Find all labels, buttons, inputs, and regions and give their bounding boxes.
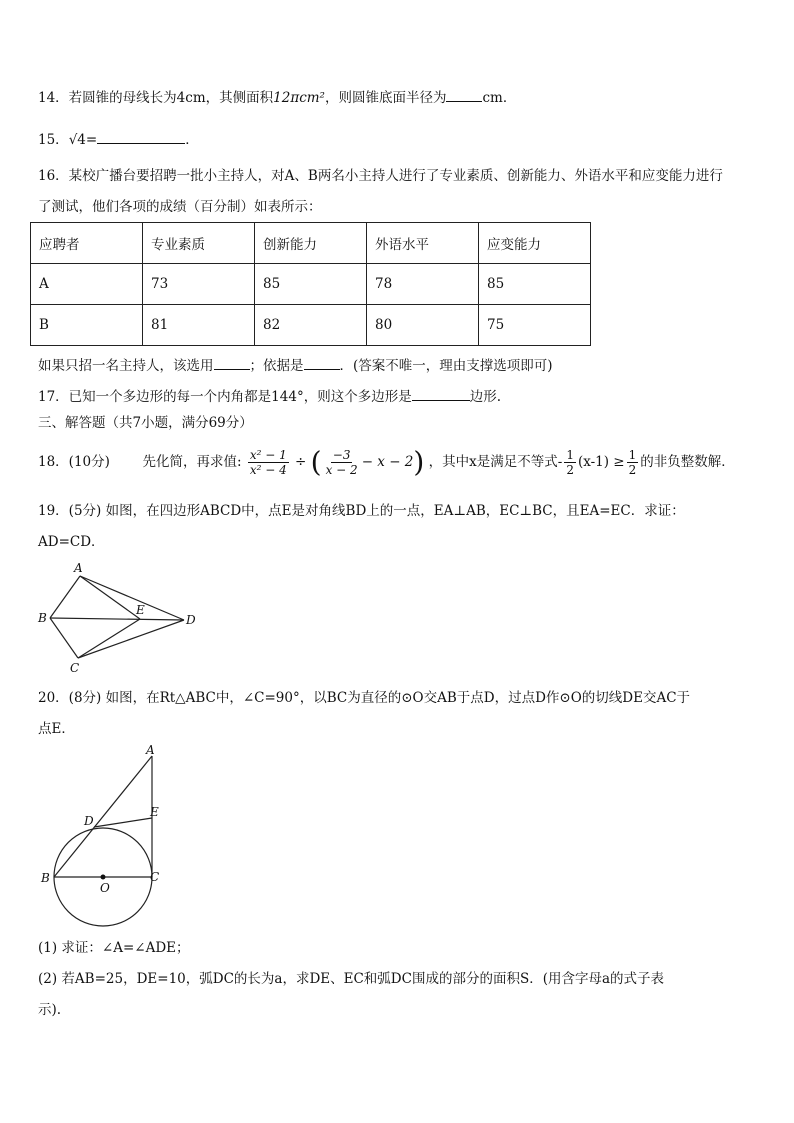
q15-answer-blank[interactable] bbox=[97, 131, 185, 144]
q20-part2-line1: (2) 若AB=25，DE=10，弧DC的长为a，求DE、EC和弧DC围成的部分的面积S．(用含字母a的式子表 bbox=[38, 971, 665, 987]
table-header-cell: 应变能力 bbox=[479, 223, 591, 264]
q16-reason-blank[interactable] bbox=[304, 357, 340, 370]
table-cell: 75 bbox=[479, 305, 591, 346]
segment-bc bbox=[50, 618, 78, 658]
label-c: C bbox=[70, 661, 80, 675]
table-row bbox=[31, 264, 591, 305]
q16-choice-blank[interactable] bbox=[214, 357, 250, 370]
label-d: D bbox=[84, 814, 94, 828]
q20-circle-figure bbox=[36, 742, 176, 930]
q16-line2: 了测试，他们各项的成绩（百分制）如表所示： bbox=[38, 199, 322, 215]
table-cell: 85 bbox=[479, 264, 591, 305]
question-14 bbox=[38, 89, 516, 107]
q15-radical: √4 bbox=[68, 132, 86, 148]
table-header-row bbox=[31, 223, 591, 264]
label-b: B bbox=[41, 871, 50, 885]
table-header-cell: 应聘者 bbox=[31, 223, 143, 264]
table-cell: 78 bbox=[367, 264, 479, 305]
q15-prefix: 15． bbox=[38, 132, 69, 148]
segment-bd bbox=[50, 618, 184, 620]
table-cell: 80 bbox=[367, 305, 479, 346]
q14-formula: 12πcm² bbox=[273, 90, 325, 106]
label-a: A bbox=[74, 561, 83, 575]
q18-mid: (x-1) ≥ bbox=[577, 454, 625, 470]
table-header-cell: 创新能力 bbox=[255, 223, 367, 264]
q20-part2-line2: 示). bbox=[38, 1002, 62, 1018]
segment-ab bbox=[50, 576, 80, 618]
question-17 bbox=[38, 388, 501, 406]
q16-line1: 16．某校广播台要招聘一批小主持人，对A、B两名小主持人进行了专业素质、创新能力、外语水平和应变能力进行 bbox=[38, 168, 723, 184]
q18-half-1: $\frac{1}{2}$ bbox=[566, 448, 574, 477]
q18-text-b: ，其中x是满足不等式- bbox=[428, 454, 563, 470]
q14-text-c: cm． bbox=[482, 90, 517, 106]
table-cell: 82 bbox=[255, 305, 367, 346]
q20-line1: 20．(8分) 如图，在Rt△ABC中，∠C=90°，以BC为直径的⊙O交AB于点D，过点D作⊙O的切线DE交AC于 bbox=[38, 690, 691, 706]
segment-de bbox=[94, 818, 152, 827]
table-cell: B bbox=[31, 305, 143, 346]
q20-line2: 点E． bbox=[38, 721, 75, 737]
q18-text-c: 的非负整数解． bbox=[640, 454, 735, 470]
section-three-heading: 三、解答题（共7小题，满分69分） bbox=[38, 415, 253, 431]
q16-follow-up bbox=[38, 357, 553, 375]
q14-text-b: ，则圆锥底面半径为 bbox=[324, 90, 447, 106]
q18-text-a: 先化简，再求值: bbox=[142, 454, 242, 470]
label-a: A bbox=[146, 743, 155, 757]
question-18 bbox=[38, 444, 735, 484]
q18-fraction-2: $\frac{-3}{x - 2}$ bbox=[325, 448, 358, 477]
score-table bbox=[30, 222, 591, 346]
q16-after-b: ；依据是 bbox=[249, 358, 304, 374]
table-row bbox=[31, 305, 591, 346]
q18-close-paren: ) bbox=[413, 445, 425, 479]
q18-tail: − x − 2 bbox=[361, 454, 414, 470]
q19-line2: AD=CD． bbox=[38, 534, 105, 550]
q17-text-a: 17．已知一个多边形的每一个内角都是144°，则这个多边形是 bbox=[38, 389, 412, 405]
label-d: D bbox=[186, 613, 196, 627]
q17-answer-blank[interactable] bbox=[412, 388, 470, 401]
q16-after-c: ．(答案不唯一，理由支撑选项即可) bbox=[339, 358, 553, 374]
q18-fraction-1: $\frac{\text{x² − 1}}{\text{x² − 4}}$ bbox=[249, 448, 287, 477]
q19-line1: 19．(5分) 如图，在四边形ABCD中，点E是对角线BD上的一点，EA⊥AB，EC⊥BC，且EA=EC．求证： bbox=[38, 503, 685, 519]
q16-after-a: 如果只招一名主持人，该选用 bbox=[38, 358, 214, 374]
q19-quadrilateral-figure bbox=[36, 558, 200, 678]
segment-cd bbox=[78, 620, 184, 658]
table-cell: 73 bbox=[143, 264, 255, 305]
label-b: B bbox=[38, 611, 47, 625]
table-cell: A bbox=[31, 264, 143, 305]
label-e: E bbox=[136, 603, 145, 617]
q14-answer-blank[interactable] bbox=[446, 89, 482, 102]
q17-text-b: 边形. bbox=[469, 389, 501, 405]
segment-ab bbox=[54, 756, 152, 877]
table-header-cell: 专业素质 bbox=[143, 223, 255, 264]
q18-divide: ÷ bbox=[295, 454, 307, 470]
label-e: E bbox=[150, 805, 159, 819]
table-cell: 81 bbox=[143, 305, 255, 346]
center-point bbox=[101, 875, 106, 880]
q15-eq: = bbox=[85, 132, 98, 148]
q15-end: ． bbox=[185, 132, 199, 148]
q18-prefix: 18．(10分) bbox=[38, 454, 110, 470]
q18-half-2: $\frac{1}{2}$ bbox=[628, 448, 637, 477]
table-cell: 85 bbox=[255, 264, 367, 305]
label-o: O bbox=[100, 881, 110, 895]
table-header-cell: 外语水平 bbox=[367, 223, 479, 264]
q18-open-paren: ( bbox=[310, 445, 322, 479]
label-c: C bbox=[150, 870, 160, 884]
q14-text-a: 14．若圆锥的母线长为4cm，其侧面积 bbox=[38, 90, 274, 106]
question-15 bbox=[38, 131, 199, 149]
q20-part1: (1) 求证：∠A=∠ADE； bbox=[38, 940, 190, 956]
